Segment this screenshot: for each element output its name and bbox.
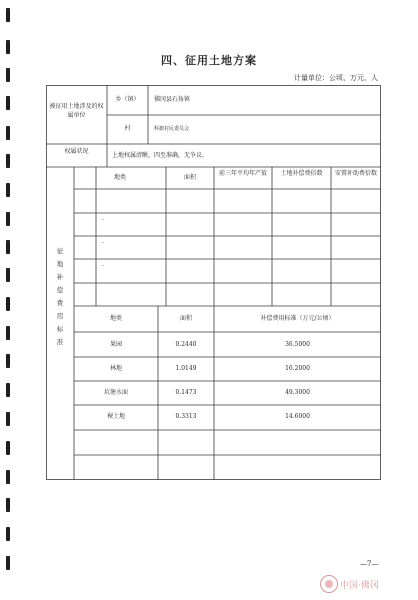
watermark-logo-icon [320,575,338,593]
binding-hole [6,326,10,340]
compensation-standard-vertical-label: 征 地 补 偿 费 用 标 准 [56,247,64,346]
binding-hole [6,68,10,82]
row-area: 0.3313 [175,413,197,420]
binding-hole [6,297,10,311]
binding-hole [6,268,10,282]
row-area: 0.2440 [175,341,197,348]
row-standard: 16.2000 [285,365,310,372]
affected-unit-label: 被征用土地涉及的权属单位 [49,103,104,119]
col-land-type-lower: 地类 [109,315,122,322]
col-avg-output: 前三年平均年产值 [218,170,267,177]
row-type: 林地 [109,365,122,372]
binding-hole [6,354,10,368]
binding-hole [6,556,10,570]
empty-row-dot: · [102,263,104,270]
watermark [320,575,412,593]
empty-row-dot: · [102,217,104,224]
binding-hole [6,240,10,254]
township-value: 佛冈县石角镇 [154,96,191,103]
row-area: 1.0149 [175,365,197,372]
col-area-lower: 面积 [179,315,192,322]
col-compensation-standard: 补偿费用标准（万元/公顷） [260,315,335,322]
empty-row-dot: · [102,240,104,247]
page-number: —7— [360,560,379,568]
binding-hole [6,183,10,197]
col-land-type: 地类 [113,174,126,181]
row-type: 果园 [109,341,122,348]
village-label: 村 [124,125,131,132]
row-standard: 14.6000 [285,413,310,420]
watermark-text: 中国·佛冈 [340,581,379,591]
row-standard: 49.3000 [285,389,310,396]
binding-hole [6,212,10,226]
ownership-status-value: 上地权属清晰，四至准确，无争议。 [112,152,209,159]
land-plan-table [46,85,381,480]
binding-holes [6,0,14,600]
row-type: 坑塘水面 [103,389,128,396]
binding-hole [6,154,10,168]
binding-hole [6,441,10,455]
row-type: 裸土地 [106,413,125,420]
col-resettlement-multiple: 安置补助费倍数 [334,170,377,177]
binding-hole [6,8,10,22]
measurement-unit-note: 计量单位：公顷、万元、人 [294,74,378,82]
binding-hole [6,96,10,110]
col-land-multiple: 土地补偿费倍数 [280,170,323,177]
row-standard: 36.5000 [285,341,310,348]
binding-hole [6,498,10,512]
township-label: 乡（镇） [115,96,140,103]
binding-hole [6,412,10,426]
page-title: 四、征用土地方案 [161,54,257,67]
village-value: 科旗村民委员会 [154,126,190,132]
binding-hole [6,470,10,484]
binding-hole [6,527,10,541]
ownership-status-label: 权属状况 [64,148,89,155]
binding-hole [6,383,10,397]
col-area: 面积 [183,174,196,181]
row-area: 0.1473 [175,389,197,396]
binding-hole [6,126,10,140]
